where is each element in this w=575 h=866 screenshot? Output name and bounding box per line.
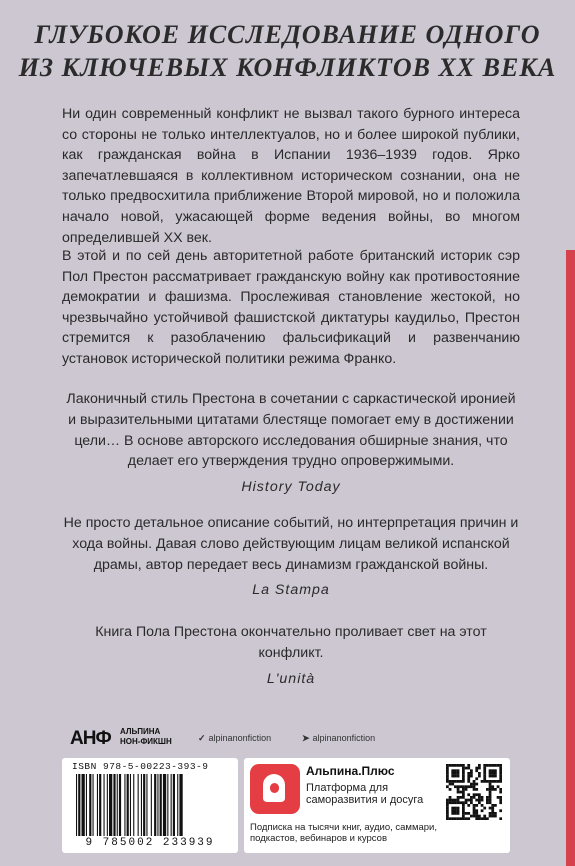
review-quote-1 — [62, 389, 520, 498]
quote-text: Не просто детальное описание событий, но интерпретация причин и хода войны. Давая слово действующим лицам великой испанской драмы, автор передает весь динамизм гражданской войны. — [63, 515, 519, 573]
review-quote-3 — [62, 622, 520, 689]
telegram-handle: alpinanonfiction — [312, 733, 376, 743]
alpina-plus-ad — [244, 758, 510, 853]
vk-handle: alpinanonfiction — [208, 733, 272, 743]
paragraph-1: Ни один современный конфликт не вызвал такого бурного интереса со стороны не только интеллектуалов, но и более широкой публики, как гражданская война в Испании 1936–1939 годов. Ярко запечатлевшаяся в коллективном историческом сознании, она не только предвосхитила приближение Второй мировой, но и положила начало новой, ужасающей форме ведения войны, во многом определившей XX век. — [62, 106, 520, 246]
publisher-name-line-1: АЛЬПИНА — [120, 727, 161, 736]
isbn-label: ISBN 978-5-00223-393-9 — [72, 761, 209, 772]
ean-digits: 9 785002 233939 — [85, 837, 215, 849]
paragraph-2: В этой и по сей день авторитетной работе британский историк сэр Пол Престон рассматривает гражданскую войну как противостояние демократии и фашизма. Прослеживая становление жестокой, но чрезвычайно устойчивой фашистской диктатуры каудильо, Престон стремится к разоблачению фальсификаций и развенчанию установок исторической политики режима Франко. — [62, 248, 520, 367]
publisher-footer — [70, 725, 510, 751]
headline-line-2: ИЗ КЛЮЧЕВЫХ КОНФЛИКТОВ XX ВЕКА — [18, 53, 557, 82]
red-accent-stripe — [566, 250, 575, 866]
vk-icon: ✓ — [198, 733, 206, 743]
telegram-icon: ➤ — [302, 733, 310, 743]
barcode-panel — [62, 758, 238, 853]
ad-subtitle: Платформа для саморазвития и досуга — [306, 782, 424, 806]
review-quote-2 — [62, 513, 520, 601]
qr-code-icon — [446, 764, 502, 820]
quote-source: History Today — [241, 479, 341, 496]
telegram-link[interactable] — [302, 733, 375, 744]
publisher-name — [120, 727, 172, 747]
publisher-logo-mark: АНФ — [70, 728, 111, 749]
quote-text: Книга Пола Престона окончательно проливает свет на этот конфликт. — [95, 624, 487, 661]
quote-source: La Stampa — [252, 582, 330, 599]
ad-description: Подписка на тысячи книг, аудио, саммари, подкастов, вебинаров и курсов — [250, 822, 437, 844]
headline-line-1: ГЛУБОКОЕ ИССЛЕДОВАНИЕ ОДНОГО — [34, 20, 541, 49]
barcode-icon — [76, 774, 224, 836]
quote-source: L'unità — [266, 670, 316, 687]
ad-title: Альпина.Плюс — [306, 764, 395, 778]
quote-text: Лаконичный стиль Престона в сочетании с саркастической иронией и выразительными цитатами блестяще помогает ему в достижении цели… В основе авторского исследования обширные знания, что делает его утверждения трудно опровержимыми. — [66, 391, 516, 470]
back-cover-headline — [0, 18, 575, 84]
alpina-plus-logo-icon — [250, 764, 300, 814]
vk-link[interactable] — [198, 733, 271, 744]
publisher-name-line-2: НОН-ФИКШН — [120, 737, 172, 746]
